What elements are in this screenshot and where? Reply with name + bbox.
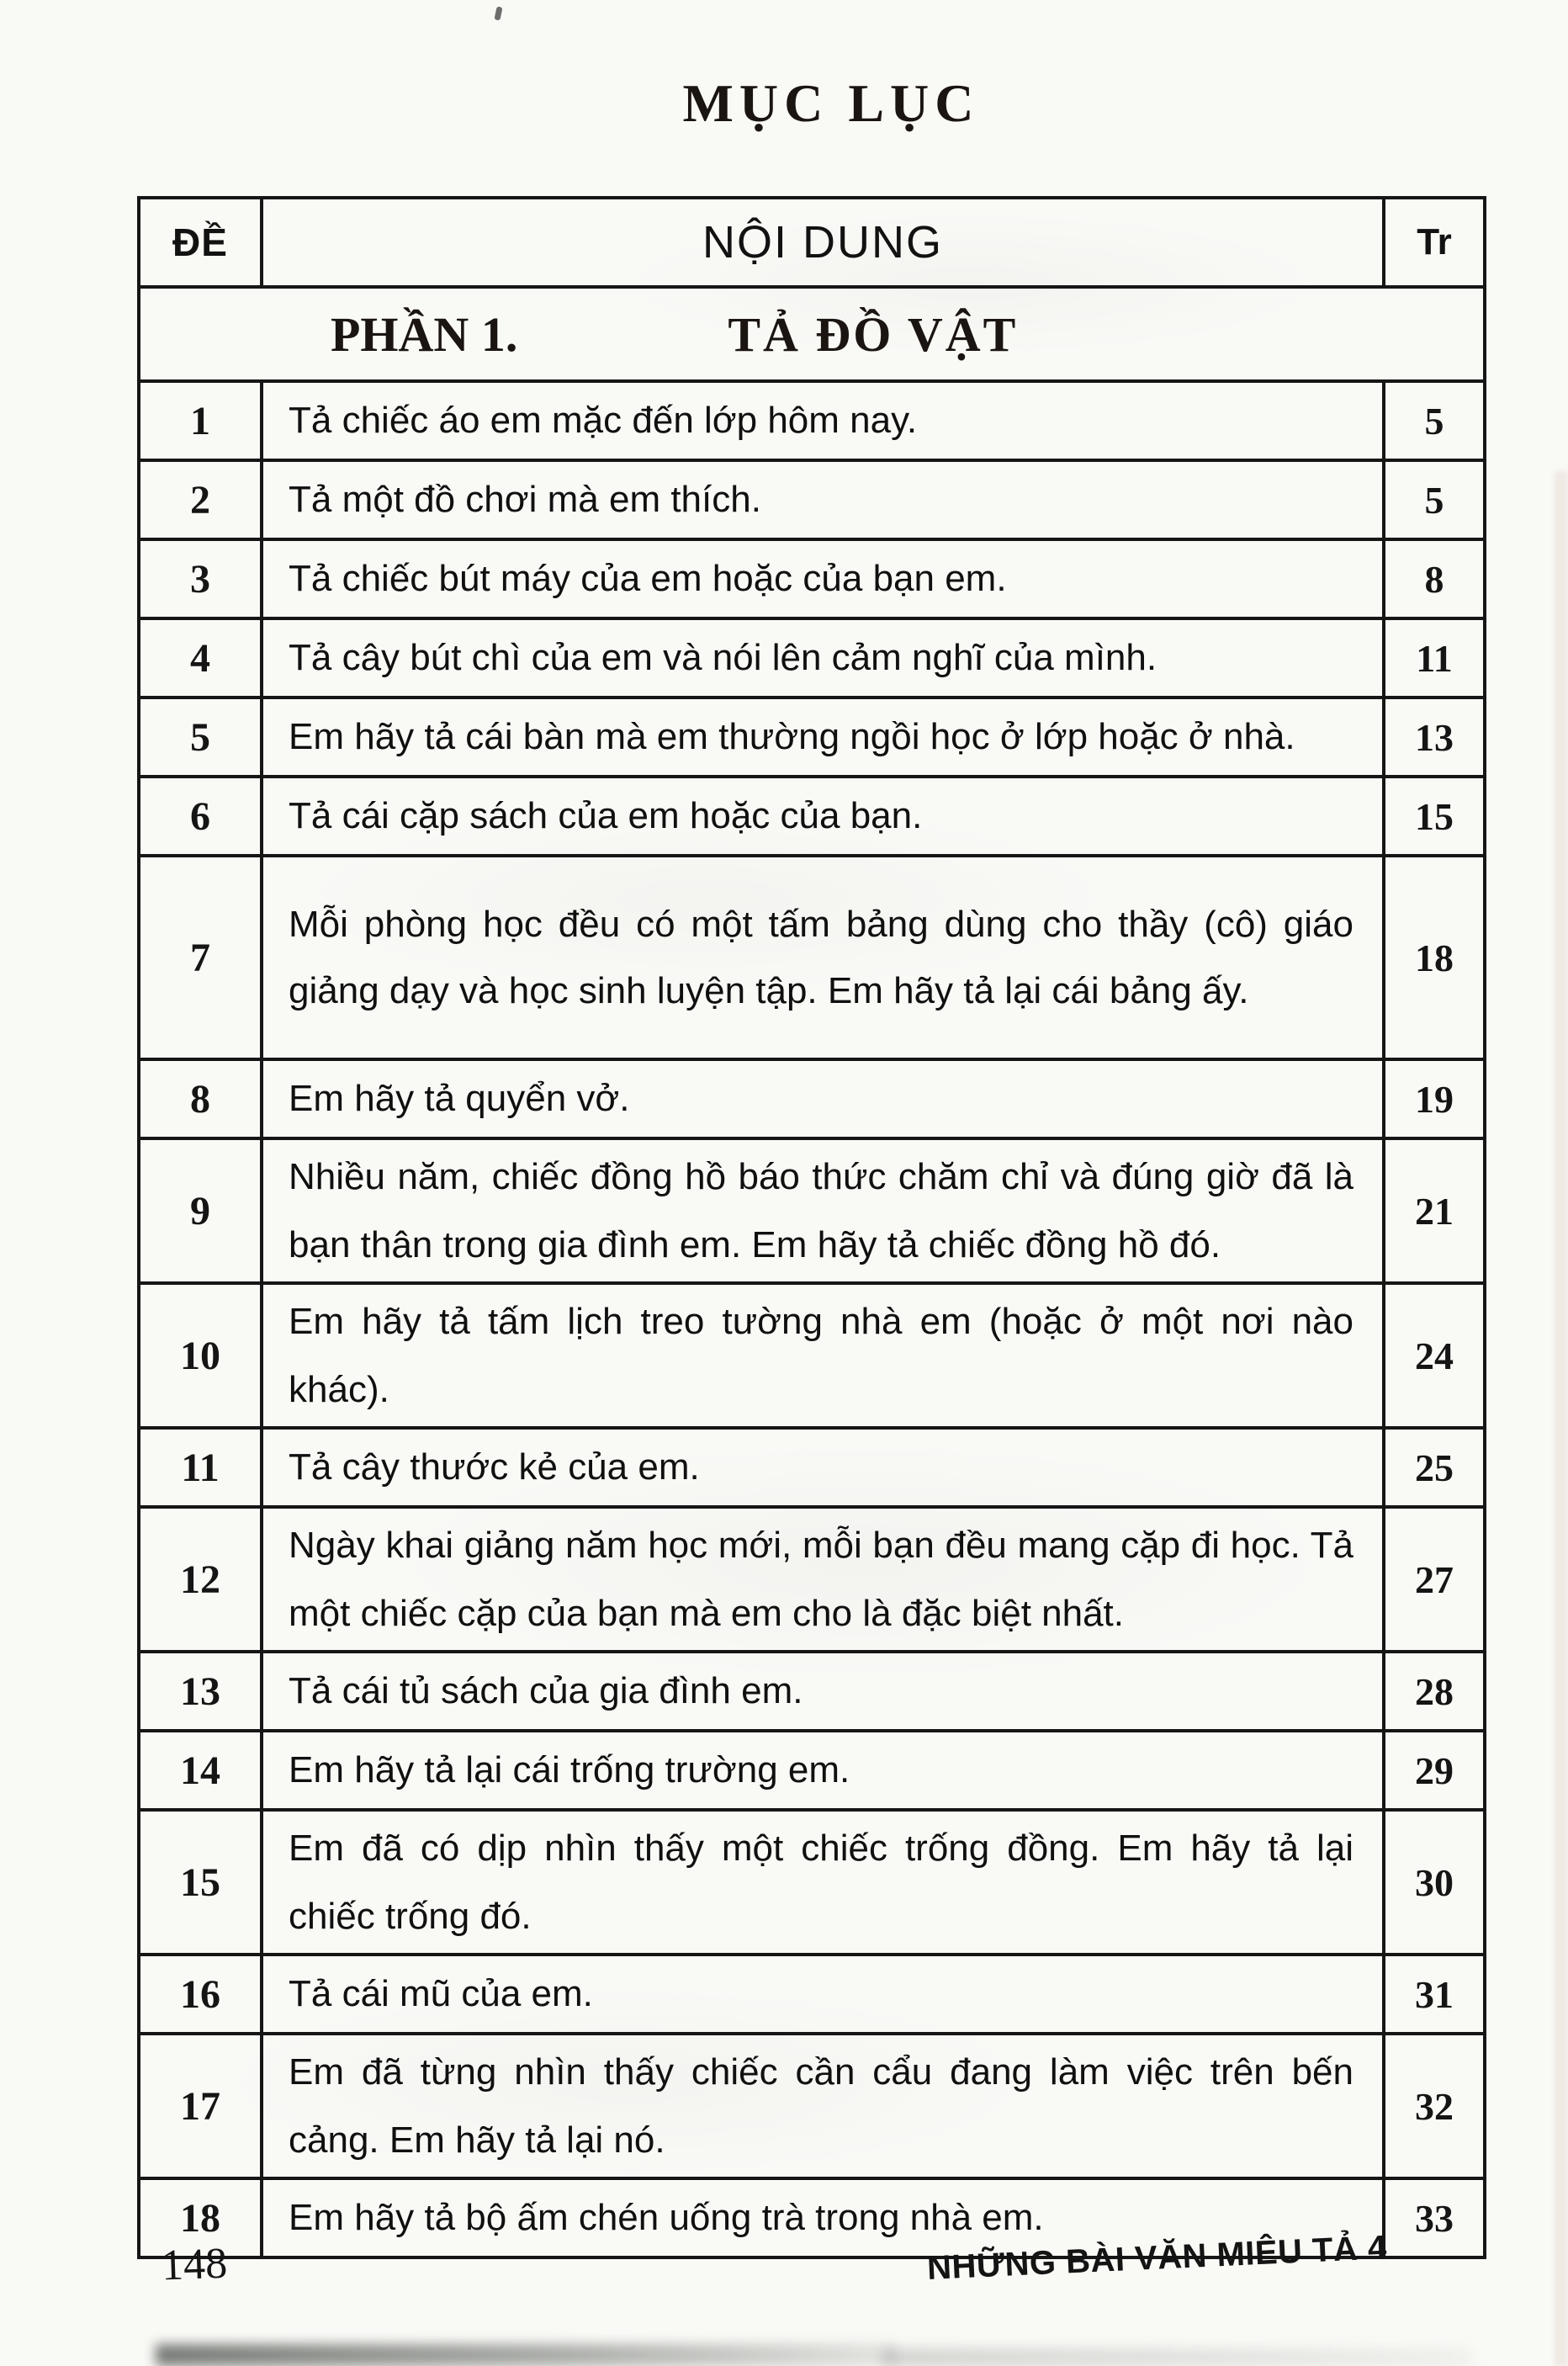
table-row xyxy=(139,2034,1485,2178)
topic-number: 17 xyxy=(139,2034,262,2178)
topic-number: 3 xyxy=(139,539,262,618)
page-number: 15 xyxy=(1384,777,1485,856)
page-number: 28 xyxy=(1384,1652,1485,1731)
page-number: 29 xyxy=(1384,1731,1485,1810)
page-number: 25 xyxy=(1384,1428,1485,1507)
section-row xyxy=(139,287,1485,381)
topic-number: 13 xyxy=(139,1652,262,1731)
table-row xyxy=(139,1138,1485,1283)
page-number: 27 xyxy=(1384,1507,1485,1652)
column-header-noi-dung: NỘI DUNG xyxy=(262,198,1384,287)
table-row xyxy=(139,856,1485,1059)
table-row xyxy=(139,777,1485,856)
topic-number: 12 xyxy=(139,1507,262,1652)
section-part-label: PHẦN 1. xyxy=(331,306,518,362)
page-number: 13 xyxy=(1384,698,1485,777)
page-number: 19 xyxy=(1384,1059,1485,1138)
topic-text: Em hãy tả lại cái trống trường em. xyxy=(262,1731,1384,1810)
topic-number: 10 xyxy=(139,1283,262,1428)
footer-page-number: 148 xyxy=(161,2239,228,2290)
table-row xyxy=(139,698,1485,777)
topic-number: 7 xyxy=(139,856,262,1059)
column-header-de: ĐỀ xyxy=(139,198,262,287)
topic-number: 18 xyxy=(139,2178,262,2257)
scan-bleed-artifact xyxy=(156,2344,896,2366)
table-row xyxy=(139,460,1485,539)
topic-text: Mỗi phòng học đều có một tấm bảng dùng cho thầy (cô) giáo giảng dạy và học sinh luyện tập. Em hãy tả lại cái bảng ấy. xyxy=(262,856,1384,1059)
topic-text: Em hãy tả tấm lịch treo tường nhà em (hoặc ở một nơi nào khác). xyxy=(262,1283,1384,1428)
scan-bleed-artifact xyxy=(883,2349,1472,2366)
section-cell xyxy=(139,287,1485,381)
topic-number: 2 xyxy=(139,460,262,539)
page-number: 5 xyxy=(1384,381,1485,460)
topic-text: Em hãy tả cái bàn mà em thường ngồi học ở lớp hoặc ở nhà. xyxy=(262,698,1384,777)
topic-number: 16 xyxy=(139,1955,262,2034)
page-number: 33 xyxy=(1384,2178,1485,2257)
page-number: 18 xyxy=(1384,856,1485,1059)
topic-text: Tả cái mũ của em. xyxy=(262,1955,1384,2034)
table-row xyxy=(139,1955,1485,2034)
table-header-row xyxy=(139,198,1485,287)
page-number: 8 xyxy=(1384,539,1485,618)
footer-book-title: NHỮNG BÀI VĂN MIÊU TẢ 4 xyxy=(926,2229,1388,2287)
page-number: 32 xyxy=(1384,2034,1485,2178)
topic-text: Tả chiếc áo em mặc đến lớp hôm nay. xyxy=(262,381,1384,460)
topic-text: Em hãy tả bộ ấm chén uống trà trong nhà em. xyxy=(262,2178,1384,2257)
table-of-contents xyxy=(137,196,1486,2259)
table-row xyxy=(139,1810,1485,1955)
page-number: 5 xyxy=(1384,460,1485,539)
topic-number: 6 xyxy=(139,777,262,856)
topic-text: Tả một đồ chơi mà em thích. xyxy=(262,460,1384,539)
page-number: 21 xyxy=(1384,1138,1485,1283)
topic-text: Em đã có dịp nhìn thấy một chiếc trống đồng. Em hãy tả lại chiếc trống đó. xyxy=(262,1810,1384,1955)
topic-text: Tả cái cặp sách của em hoặc của bạn. xyxy=(262,777,1384,856)
topic-number: 8 xyxy=(139,1059,262,1138)
column-header-tr: Tr xyxy=(1384,198,1485,287)
table-row xyxy=(139,618,1485,698)
table-row xyxy=(139,1428,1485,1507)
page-number: 30 xyxy=(1384,1810,1485,1955)
section-title-label: TẢ ĐỒ VẬT xyxy=(728,306,1019,362)
table-row xyxy=(139,1059,1485,1138)
page-number: 31 xyxy=(1384,1955,1485,2034)
scan-edge-artifact xyxy=(1555,471,1568,2366)
topic-text: Tả cây bút chì của em và nói lên cảm nghĩ của mình. xyxy=(262,618,1384,698)
table-row xyxy=(139,1507,1485,1652)
table-row xyxy=(139,539,1485,618)
topic-text: Tả cái tủ sách của gia đình em. xyxy=(262,1652,1384,1731)
scan-artifact xyxy=(494,6,502,20)
topic-text: Nhiều năm, chiếc đồng hồ báo thức chăm chỉ và đúng giờ đã là bạn thân trong gia đình em. Em hãy tả chiếc đồng hồ đó. xyxy=(262,1138,1384,1283)
topic-number: 4 xyxy=(139,618,262,698)
table-row xyxy=(139,1731,1485,1810)
page-number: 24 xyxy=(1384,1283,1485,1428)
page-number: 11 xyxy=(1384,618,1485,698)
table-row xyxy=(139,1283,1485,1428)
table-row xyxy=(139,1652,1485,1731)
topic-number: 5 xyxy=(139,698,262,777)
topic-number: 11 xyxy=(139,1428,262,1507)
topic-number: 9 xyxy=(139,1138,262,1283)
topic-text: Tả chiếc bút máy của em hoặc của bạn em. xyxy=(262,539,1384,618)
topic-text: Em hãy tả quyển vở. xyxy=(262,1059,1384,1138)
topic-text: Tả cây thước kẻ của em. xyxy=(262,1428,1384,1507)
topic-number: 14 xyxy=(139,1731,262,1810)
topic-text: Em đã từng nhìn thấy chiếc cần cẩu đang làm việc trên bến cảng. Em hãy tả lại nó. xyxy=(262,2034,1384,2178)
topic-number: 1 xyxy=(139,381,262,460)
topic-number: 15 xyxy=(139,1810,262,1955)
page-title: MỤC LỤC xyxy=(682,73,980,133)
topic-text: Ngày khai giảng năm học mới, mỗi bạn đều mang cặp đi học. Tả một chiếc cặp của bạn mà em cho là đặc biệt nhất. xyxy=(262,1507,1384,1652)
table-row xyxy=(139,381,1485,460)
